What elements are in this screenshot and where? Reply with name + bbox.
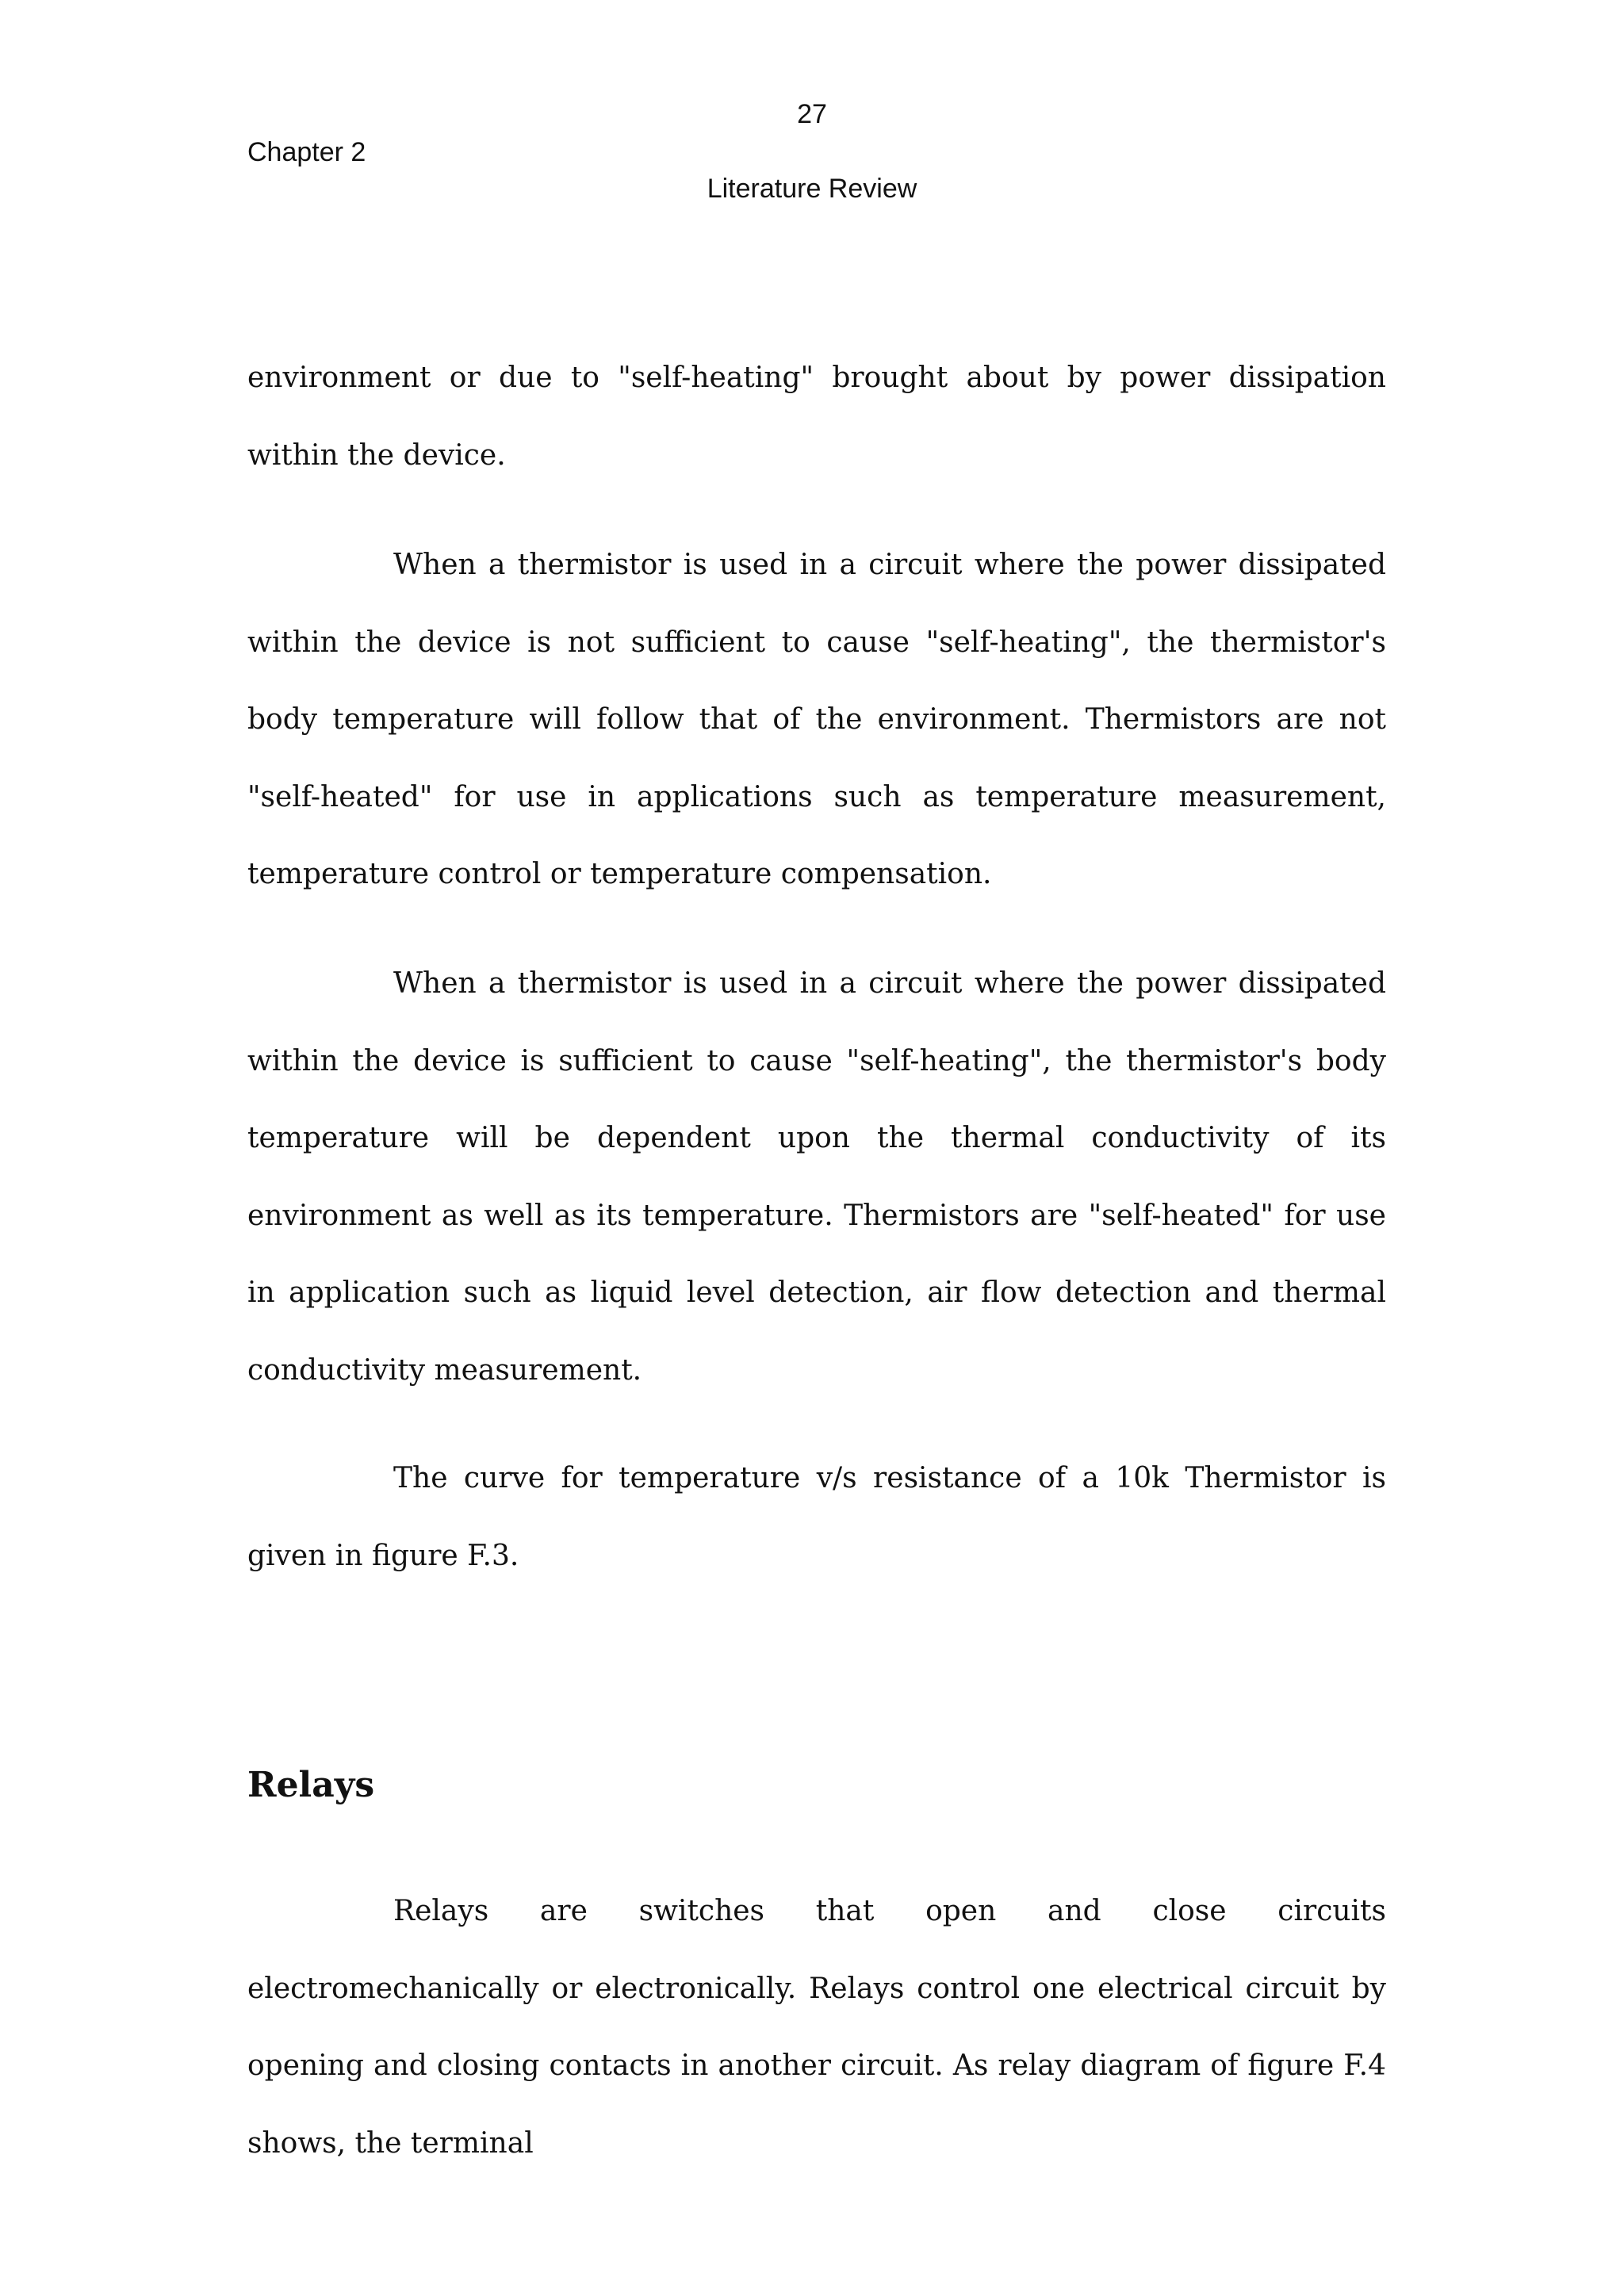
body-block-5 xyxy=(247,1873,1386,2182)
page-number: 27 xyxy=(797,99,827,129)
body-block-1 xyxy=(247,339,1386,494)
running-header-section: Literature Review xyxy=(707,174,917,204)
paragraph-continuation: environment or due to "self-heating" brought about by power dissipation within the device. xyxy=(247,362,1386,472)
paragraph-not-self-heated: When a thermistor is used in a circuit where the power dissipated within the device is not sufficient to cause "self-heating", the thermistor's body temperature will follow that of the environment. Thermistors are not "self-heated" for use in applications such as temperature measurement, temperature control or temperature compensation. xyxy=(247,549,1386,890)
body-block-4 xyxy=(247,1440,1386,1594)
body-block-3 xyxy=(247,945,1386,1409)
section-heading-relays: Relays xyxy=(247,1765,375,1805)
paragraph-figure-reference: The curve for temperature v/s resistance of a 10k Thermistor is given in figure F.3. xyxy=(247,1462,1386,1572)
paragraph-relays: Relays are switches that open and close circuits electromechanically or electronically. Relays control one electrical circuit by opening and closing contacts in another circuit. As relay diagram of figure F.4 shows, the terminal xyxy=(247,1895,1386,2160)
body-block-2 xyxy=(247,526,1386,913)
running-header-chapter: Chapter 2 xyxy=(247,137,366,167)
paragraph-self-heated: When a thermistor is used in a circuit where the power dissipated within the device is sufficient to cause "self-heating", the thermistor's body temperature will be dependent upon the thermal conductivity of its environment as well as its temperature. Thermistors are "self-heated" for use in application such as liquid level detection, air flow detection and thermal conductivity measurement. xyxy=(247,967,1386,1387)
